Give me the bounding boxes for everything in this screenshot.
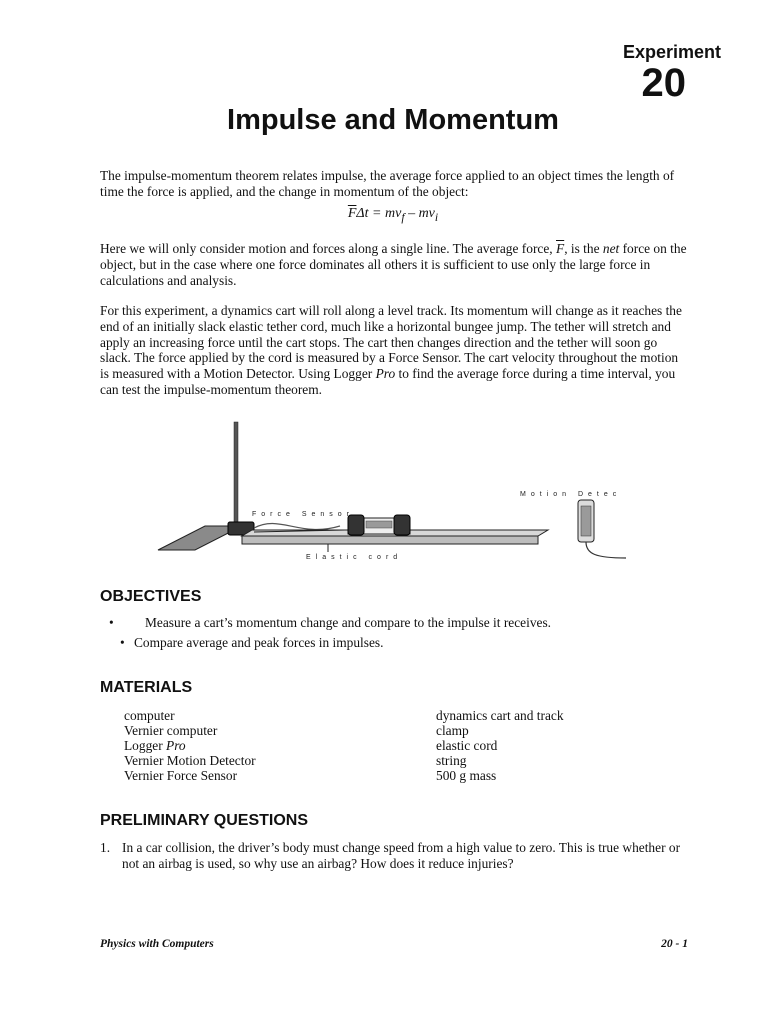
- p2-force-symbol: $\overline{F}$: [556, 241, 565, 256]
- material-logger: Logger: [124, 738, 167, 753]
- p3-text-a: For this experiment, a dynamics cart will roll along a level track. Its momentum will change as it reaches the end of an initially slack elastic tether cord, much like a horizontal bungee jump. The tether will stretch and apply an increasing force until the cart stops. The cart then changes direction and the tether will soon go slack. The force applied by the cord is measured by a Force Sensor. The cart velocity throughout the motion is measured with a Motion Detector. Using Logger: [100, 303, 682, 382]
- material-item: computer: [124, 708, 175, 723]
- p3-text-b: to find the average force during a time interval, you can test the impulse-momentum theorem.: [100, 366, 676, 397]
- material-item: Vernier computer: [124, 723, 218, 738]
- p2-text-a: Here we will only consider motion and forces along a single line. The average force,: [100, 241, 556, 256]
- materials-right-list: [436, 708, 564, 783]
- track-side: [242, 536, 538, 544]
- intro-paragraph-3: [100, 303, 690, 398]
- intro-paragraph-2: [100, 241, 690, 288]
- elastic-cord-label: Elastic cord: [306, 554, 403, 561]
- objective-item-1: Measure a cart’s momentum change and compare to the impulse it receives.: [145, 615, 552, 630]
- p2-net: net: [602, 241, 620, 256]
- equation-lhs: Δt = mv: [356, 206, 402, 221]
- p2-text-b: , is the: [564, 241, 603, 256]
- cart-end-right: [394, 515, 410, 535]
- experiment-number: 20: [641, 61, 686, 105]
- intro-paragraph-1: The impulse-momentum theorem relates impulse, the average force applied to an object times the length of time the force is applied, and the change in momentum of the object:: [100, 168, 675, 199]
- ring-stand-rod: [234, 422, 238, 530]
- material-item: [124, 738, 256, 753]
- material-item: string: [436, 753, 467, 768]
- footer-book-title: Physics with Computers: [100, 938, 214, 950]
- equation-average-force: $\overline{F}$: [347, 206, 357, 221]
- preliminary-questions-heading: PRELIMINARY QUESTIONS: [100, 812, 309, 829]
- p3-pro: Pro: [375, 366, 396, 382]
- footer-page-number: 20 - 1: [661, 938, 688, 950]
- question-number: 1.: [100, 840, 111, 855]
- cart-end-left: [348, 515, 364, 535]
- sensor-cable: [254, 523, 340, 529]
- objective-item-2: Compare average and peak forces in impulses.: [134, 635, 384, 650]
- apparatus-diagram: [150, 418, 640, 568]
- motion-detector-face: [581, 506, 591, 536]
- objectives-bullet-1: •: [109, 615, 114, 630]
- material-item: clamp: [436, 723, 469, 738]
- materials-heading: MATERIALS: [100, 679, 193, 696]
- p2-text-c: force on the object, but in the case where one force dominates all others it is sufficient to use only the large force in calculations and analysis.: [100, 241, 687, 288]
- force-sensor-label: Force Sensor: [252, 511, 355, 518]
- impulse-momentum-equation: [0, 206, 768, 224]
- material-item: elastic cord: [436, 738, 498, 753]
- materials-left-list: [124, 708, 256, 783]
- experiment-label: Experiment: [622, 42, 721, 62]
- material-item: Vernier Force Sensor: [124, 768, 238, 783]
- motion-detector-label: Motion Detec: [520, 491, 622, 498]
- equation-mid: – mv: [404, 206, 435, 221]
- question-text: In a car collision, the driver’s body must change speed from a high value to zero. This is true whether or not an airbag is used, so why use an airbag? How does it reduce injuries?: [122, 840, 681, 871]
- page-title: Impulse and Momentum: [227, 104, 559, 136]
- material-item: 500 g mass: [436, 768, 497, 783]
- motion-detector-cable: [586, 542, 626, 558]
- equation-sub-f: f: [401, 210, 405, 224]
- equation-sub-i: i: [434, 210, 439, 224]
- material-item: dynamics cart and track: [436, 708, 564, 723]
- cart-mass: [366, 521, 392, 528]
- objectives-bullet-2: •: [120, 635, 125, 650]
- material-logger-pro: Pro: [166, 738, 186, 753]
- material-item: Vernier Motion Detector: [124, 753, 256, 768]
- objectives-heading: OBJECTIVES: [100, 588, 202, 605]
